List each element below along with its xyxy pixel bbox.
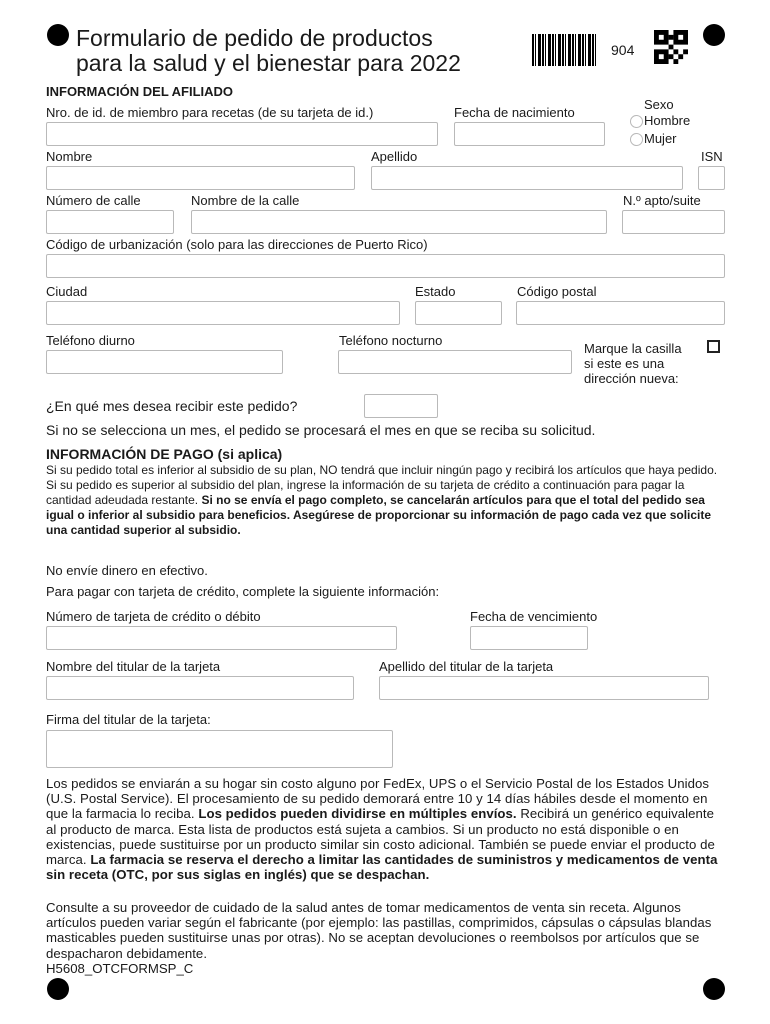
street-name-field[interactable] xyxy=(191,210,607,234)
dob-label: Fecha de nacimiento xyxy=(454,105,575,120)
zip-label: Código postal xyxy=(517,284,597,299)
new-address-checkbox[interactable] xyxy=(707,340,720,353)
urbanization-label: Código de urbanización (solo para las direcciones de Puerto Rico) xyxy=(46,237,428,252)
new-address-line2: si este es una xyxy=(584,356,665,371)
member-id-field[interactable] xyxy=(46,122,438,146)
apt-label: N.º apto/suite xyxy=(623,193,701,208)
female-radio[interactable] xyxy=(630,133,643,146)
new-address-line1: Marque la casilla xyxy=(584,341,682,356)
street-name-label: Nombre de la calle xyxy=(191,193,300,208)
sex-label: Sexo xyxy=(644,97,674,112)
last-name-field[interactable] xyxy=(371,166,683,190)
month-question: ¿En qué mes desea recibir este pedido? xyxy=(46,398,298,414)
apt-field[interactable] xyxy=(622,210,725,234)
card-number-field[interactable] xyxy=(46,626,397,650)
state-field[interactable] xyxy=(415,301,502,325)
qr-code-icon xyxy=(654,30,688,64)
registration-mark-bottom-right xyxy=(703,978,725,1000)
female-label: Mujer xyxy=(644,131,677,146)
isn-field[interactable] xyxy=(698,166,725,190)
street-number-label: Número de calle xyxy=(46,193,141,208)
month-note: Si no se selecciona un mes, el pedido se procesará el mes en que se reciba su solicitud. xyxy=(46,422,596,438)
first-name-field[interactable] xyxy=(46,166,355,190)
form-title-line2: para la salud y el bienestar para 2022 xyxy=(76,50,461,76)
registration-mark-top-right xyxy=(703,24,725,46)
member-section-title: INFORMACIÓN DEL AFILIADO xyxy=(46,84,234,99)
registration-mark-top-left xyxy=(47,24,69,46)
dob-field[interactable] xyxy=(454,122,605,146)
night-phone-label: Teléfono nocturno xyxy=(339,333,443,348)
signature-label: Firma del titular de la tarjeta: xyxy=(46,712,211,727)
city-field[interactable] xyxy=(46,301,400,325)
new-address-line3: dirección nueva: xyxy=(584,371,679,386)
shipping-terms xyxy=(46,776,728,882)
state-label: Estado xyxy=(415,284,456,299)
shipping-terms-p2-bold: La farmacia se reserva el derecho a limitar las cantidades de suministros y medicamentos de venta sin receta (OTC, por sus siglas en inglés) que se despachan. xyxy=(46,852,718,883)
payment-description-normal: Si su pedido total es inferior al subsidio de su plan, NO tendrá que incluir ningún pago y recibirá los artículos que haya pedido. Si su pedido es superior al subsidio del plan, ingrese la información de su tarjeta de crédito a continuación para pagar la cantidad adeudada restante. xyxy=(46,463,718,507)
male-radio[interactable] xyxy=(630,115,643,128)
member-id-label: Nro. de id. de miembro para recetas (de su tarjeta de id.) xyxy=(46,105,374,120)
first-name-label: Nombre xyxy=(46,149,93,164)
day-phone-label: Teléfono diurno xyxy=(46,333,135,348)
expiration-label: Fecha de vencimiento xyxy=(470,609,598,624)
payment-description-bold: Si no se envía el pago completo, se cancelarán artículos para que el total del pedido sea igual o inferior al subsidio para beneficios. Asegúrese de proporcionar su información de pago cada vez que solicite una cantidad superior al subsidio. xyxy=(46,493,712,537)
urbanization-field[interactable] xyxy=(46,254,725,278)
male-label: Hombre xyxy=(644,113,691,128)
credit-intro: Para pagar con tarjeta de crédito, complete la siguiente información: xyxy=(46,584,440,599)
holder-last-name-label: Apellido del titular de la tarjeta xyxy=(379,659,554,674)
expiration-field[interactable] xyxy=(470,626,588,650)
form-title xyxy=(76,26,461,76)
holder-first-name-label: Nombre del titular de la tarjeta xyxy=(46,659,221,674)
payment-description xyxy=(46,463,718,538)
day-phone-field[interactable] xyxy=(46,350,283,374)
barcode-icon xyxy=(532,34,596,66)
form-code: H5608_OTCFORMSP_C xyxy=(46,961,194,976)
form-number: 904 xyxy=(611,42,635,58)
isn-label: ISN xyxy=(701,149,723,164)
health-advice: Consulte a su proveedor de cuidado de la salud antes de tomar medicamentos de venta sin receta. Algunos artículos pueden variar según el fabricante (por ejemplo: las pastillas, comprimidos, cápsulas o cápsulas blandas masticables pueden sustituirse unas por otras). No se aceptan devoluciones o reembolsos por artículos que se despacharon debidamente. xyxy=(46,900,712,961)
shipping-terms-p2: Recibirá un genérico equivalente al producto de marca. Esta lista de productos está sujeta a cambios. Si un producto no está disponible o en existencias, puede sustituirse por un producto similar sin costo adicional. También se puede enviar el producto de marca. xyxy=(46,806,715,868)
form-title-line1: Formulario de pedido de productos xyxy=(76,25,433,51)
zip-field[interactable] xyxy=(516,301,725,325)
new-address-text xyxy=(584,341,682,386)
month-field[interactable] xyxy=(364,394,438,418)
city-label: Ciudad xyxy=(46,284,88,299)
no-cash-note: No envíe dinero en efectivo. xyxy=(46,563,208,578)
shipping-terms-p1-bold: Los pedidos pueden dividirse en múltiples envíos. xyxy=(198,806,517,822)
street-number-field[interactable] xyxy=(46,210,174,234)
night-phone-field[interactable] xyxy=(338,350,572,374)
holder-first-name-field[interactable] xyxy=(46,676,354,700)
card-number-label: Número de tarjeta de crédito o débito xyxy=(46,609,261,624)
last-name-label: Apellido xyxy=(371,149,418,164)
payment-section-title: INFORMACIÓN DE PAGO (si aplica) xyxy=(46,446,283,462)
registration-mark-bottom-left xyxy=(47,978,69,1000)
holder-last-name-field[interactable] xyxy=(379,676,709,700)
signature-field[interactable] xyxy=(46,730,393,768)
shipping-terms-p1: Los pedidos se enviarán a su hogar sin costo alguno por FedEx, UPS o el Servicio Postal de los Estados Unidos (U.S. Postal Service). El procesamiento de su pedido demorará entre 10 y 14 días hábiles desde el momento en que la farmacia lo reciba. xyxy=(46,776,710,822)
